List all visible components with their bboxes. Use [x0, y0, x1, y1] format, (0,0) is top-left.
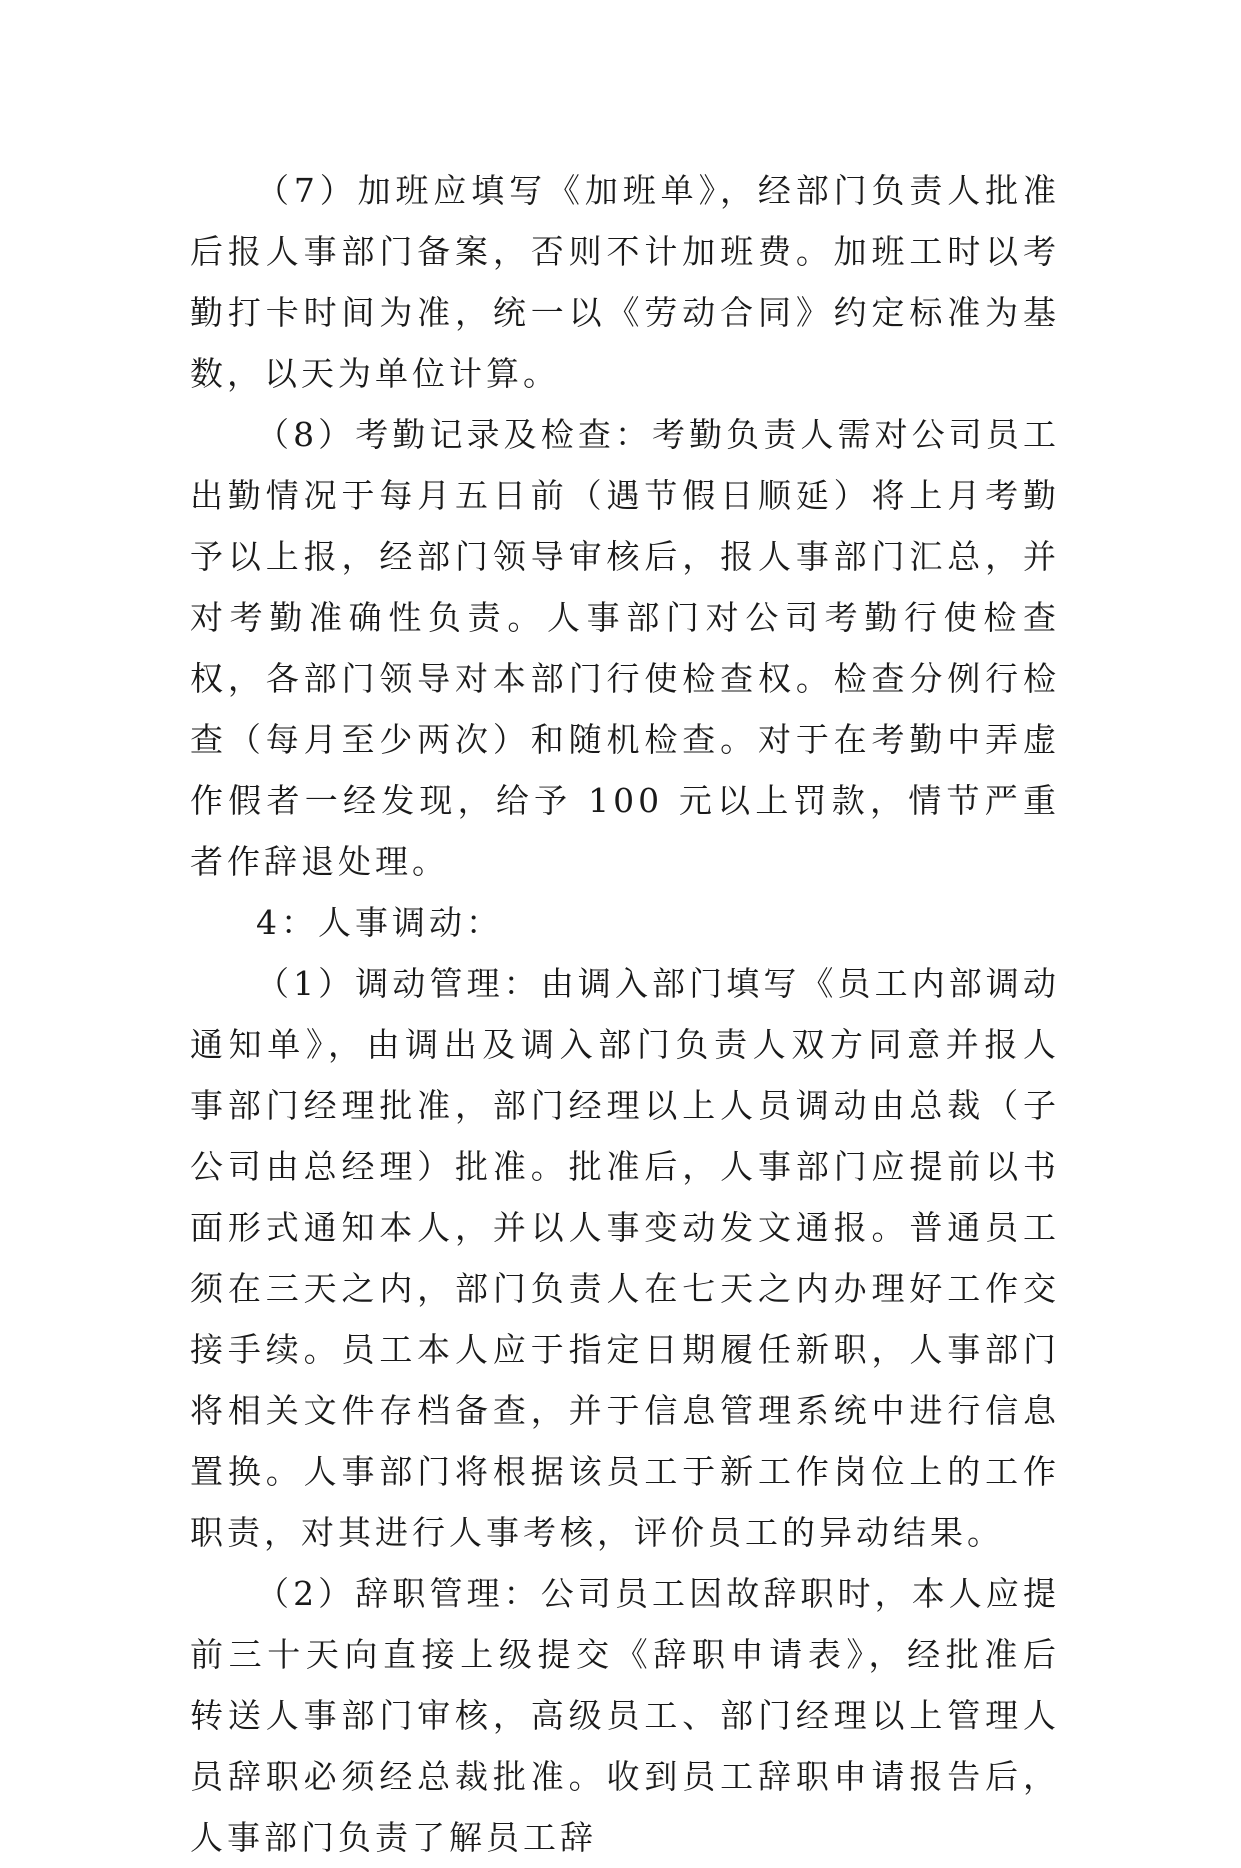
section-heading-personnel-transfer: 4：人事调动： — [256, 903, 503, 942]
paragraph-overtime: （7）加班应填写《加班单》，经部门负责人批准后报人事部门备案，否则不计加班费。加班工时以考勤打卡时间为准，统一以《劳动合同》约定标准为基数，以天为单位计算。 — [190, 171, 1060, 393]
document-body — [190, 160, 1060, 1868]
paragraph-resignation-management: （2）辞职管理：公司员工因故辞职时，本人应提前三十天向直接上级提交《辞职申请表》，经批准后转送人事部门审核，高级员工、部门经理以上管理人员辞职必须经总裁批准。收到员工辞职申请报告后，人事部门负责了解员工辞 — [190, 1574, 1060, 1857]
paragraph-transfer-management: （1）调动管理：由调入部门填写《员工内部调动通知单》，由调出及调入部门负责人双方同意并报人事部门经理批准，部门经理以上人员调动由总裁（子公司由总经理）批准。批准后，人事部门应提前以书面形式通知本人，并以人事变动发文通报。普通员工须在三天之内，部门负责人在七天之内办理好工作交接手续。员工本人应于指定日期履任新职，人事部门将相关文件存档备查，并于信息管理系统中进行信息置换。人事部门将根据该员工于新工作岗位上的工作职责，对其进行人事考核，评价员工的异动结果。 — [190, 964, 1060, 1552]
paragraph-attendance-check: （8）考勤记录及检查：考勤负责人需对公司员工出勤情况于每月五日前（遇节假日顺延）将上月考勤予以上报，经部门领导审核后，报人事部门汇总，并对考勤准确性负责。人事部门对公司考勤行使检查权，各部门领导对本部门行使检查权。检查分例行检查（每月至少两次）和随机检查。对于在考勤中弄虚作假者一经发现，给予 100 元以上罚款，情节严重者作辞退处理。 — [190, 415, 1060, 881]
